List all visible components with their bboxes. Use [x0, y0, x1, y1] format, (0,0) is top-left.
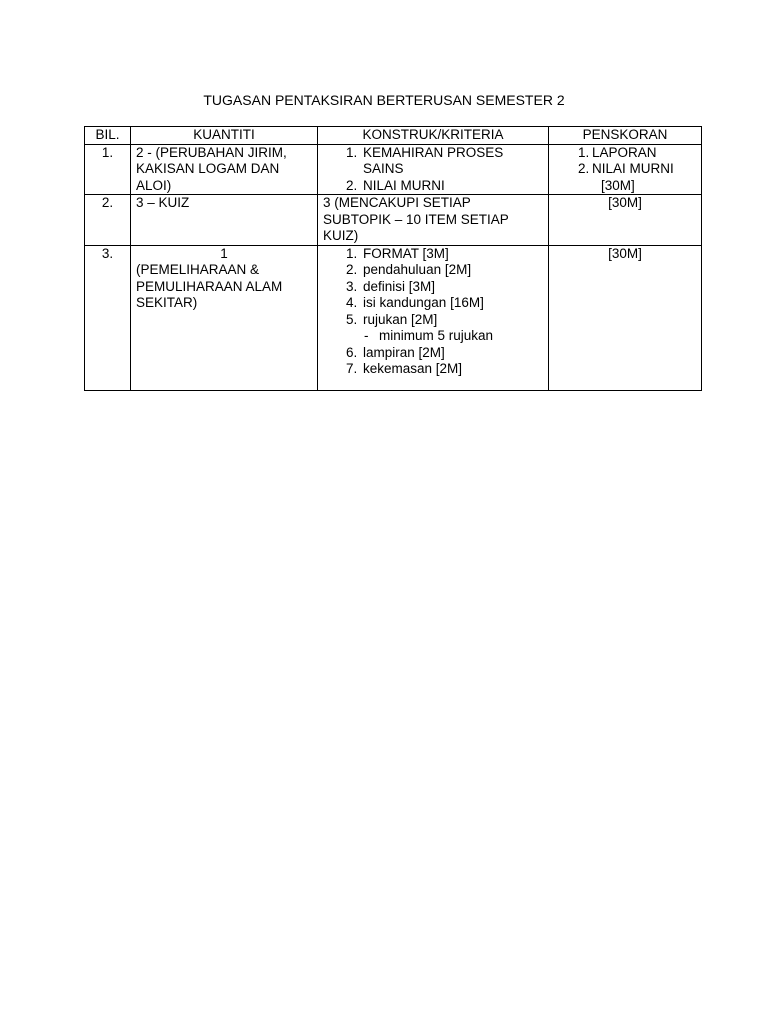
cell-bil: 3. — [85, 245, 131, 390]
list-text: KEMAHIRAN PROSES — [363, 144, 504, 160]
cell-kuantiti — [131, 144, 318, 195]
list-item — [323, 161, 543, 178]
criteria-list — [323, 345, 543, 378]
list-item — [323, 361, 543, 378]
list-number: 1. — [578, 144, 590, 160]
cell-kuantiti — [131, 245, 318, 390]
sub-list-item — [323, 328, 543, 345]
kuantiti-line: KAKISAN LOGAM DAN — [136, 161, 280, 176]
list-number: 6. — [346, 344, 358, 360]
cell-penskoran — [549, 245, 702, 390]
kuantiti-line: 2 - (PERUBAHAN JIRIM, — [136, 144, 287, 160]
list-number: 4. — [346, 295, 358, 310]
assessment-table — [84, 126, 702, 391]
list-number: 3. — [346, 278, 358, 294]
cell-konstruk — [318, 195, 549, 246]
list-text: minimum 5 rujukan — [379, 328, 494, 343]
list-item — [323, 262, 543, 279]
criteria-list — [323, 246, 543, 329]
list-text: lampiran [2M] — [363, 344, 445, 360]
list-number: 2. — [346, 177, 358, 193]
list-text: SAINS — [363, 161, 404, 176]
list-number: 1. — [346, 245, 358, 261]
list-text: isi kandungan [16M] — [363, 295, 484, 310]
header-konstruk: KONSTRUK/KRITERIA — [318, 127, 549, 145]
list-item — [554, 145, 696, 162]
score-value: [30M] — [608, 245, 642, 261]
cell-penskoran — [549, 144, 702, 195]
kuantiti-line: ALOI) — [136, 177, 172, 193]
list-item — [323, 295, 543, 312]
score-value: [30M] — [608, 195, 642, 210]
list-text: kekemasan [2M] — [363, 361, 463, 376]
page-title: TUGASAN PENTAKSIRAN BERTERUSAN SEMESTER 2 — [203, 92, 565, 108]
list-text: LAPORAN — [592, 144, 657, 160]
konstruk-line: KUIZ) — [323, 228, 359, 243]
score-list — [554, 145, 696, 178]
konstruk-line: SUBTOPIK – 10 ITEM SETIAP — [323, 211, 509, 227]
cell-bil: 2. — [85, 195, 131, 246]
kuantiti-line: PEMULIHARAAN ALAM — [136, 278, 283, 294]
criteria-list — [323, 145, 543, 195]
kuantiti-line: 3 – KUIZ — [136, 195, 190, 210]
header-kuantiti: KUANTITI — [131, 127, 318, 145]
list-text: rujukan [2M] — [363, 311, 438, 327]
list-item — [323, 279, 543, 296]
kuantiti-number: 1 — [220, 245, 228, 261]
table-row — [85, 144, 702, 195]
list-item — [323, 145, 543, 162]
list-item — [554, 161, 696, 178]
list-text: FORMAT [3M] — [363, 245, 449, 261]
table-header-row — [85, 127, 702, 145]
list-number: 2. — [578, 161, 590, 176]
list-item — [323, 345, 543, 362]
kuantiti-line: SEKITAR) — [136, 295, 198, 310]
list-number: 7. — [346, 361, 358, 376]
konstruk-line: 3 (MENCAKUPI SETIAP — [323, 195, 471, 210]
header-bil: BIL. — [85, 127, 131, 145]
list-number: 5. — [346, 311, 358, 327]
list-item — [323, 178, 543, 195]
cell-penskoran — [549, 195, 702, 246]
table-row — [85, 195, 702, 246]
cell-kuantiti — [131, 195, 318, 246]
cell-konstruk — [318, 245, 549, 390]
kuantiti-line: (PEMELIHARAAN & — [136, 262, 260, 277]
score-value: [30M] — [601, 177, 635, 193]
list-item — [323, 312, 543, 329]
cell-bil: 1. — [85, 144, 131, 195]
list-text: pendahuluan [2M] — [363, 262, 472, 277]
list-item — [323, 246, 543, 263]
list-number: 2. — [346, 262, 358, 277]
dash-marker: - — [364, 328, 369, 343]
list-number: 1. — [346, 144, 358, 160]
list-text: definisi [3M] — [363, 278, 436, 294]
list-text: NILAI MURNI — [592, 161, 674, 176]
cell-konstruk — [318, 144, 549, 195]
header-penskoran: PENSKORAN — [549, 127, 702, 145]
table-row — [85, 245, 702, 390]
list-text: NILAI MURNI — [363, 177, 445, 193]
